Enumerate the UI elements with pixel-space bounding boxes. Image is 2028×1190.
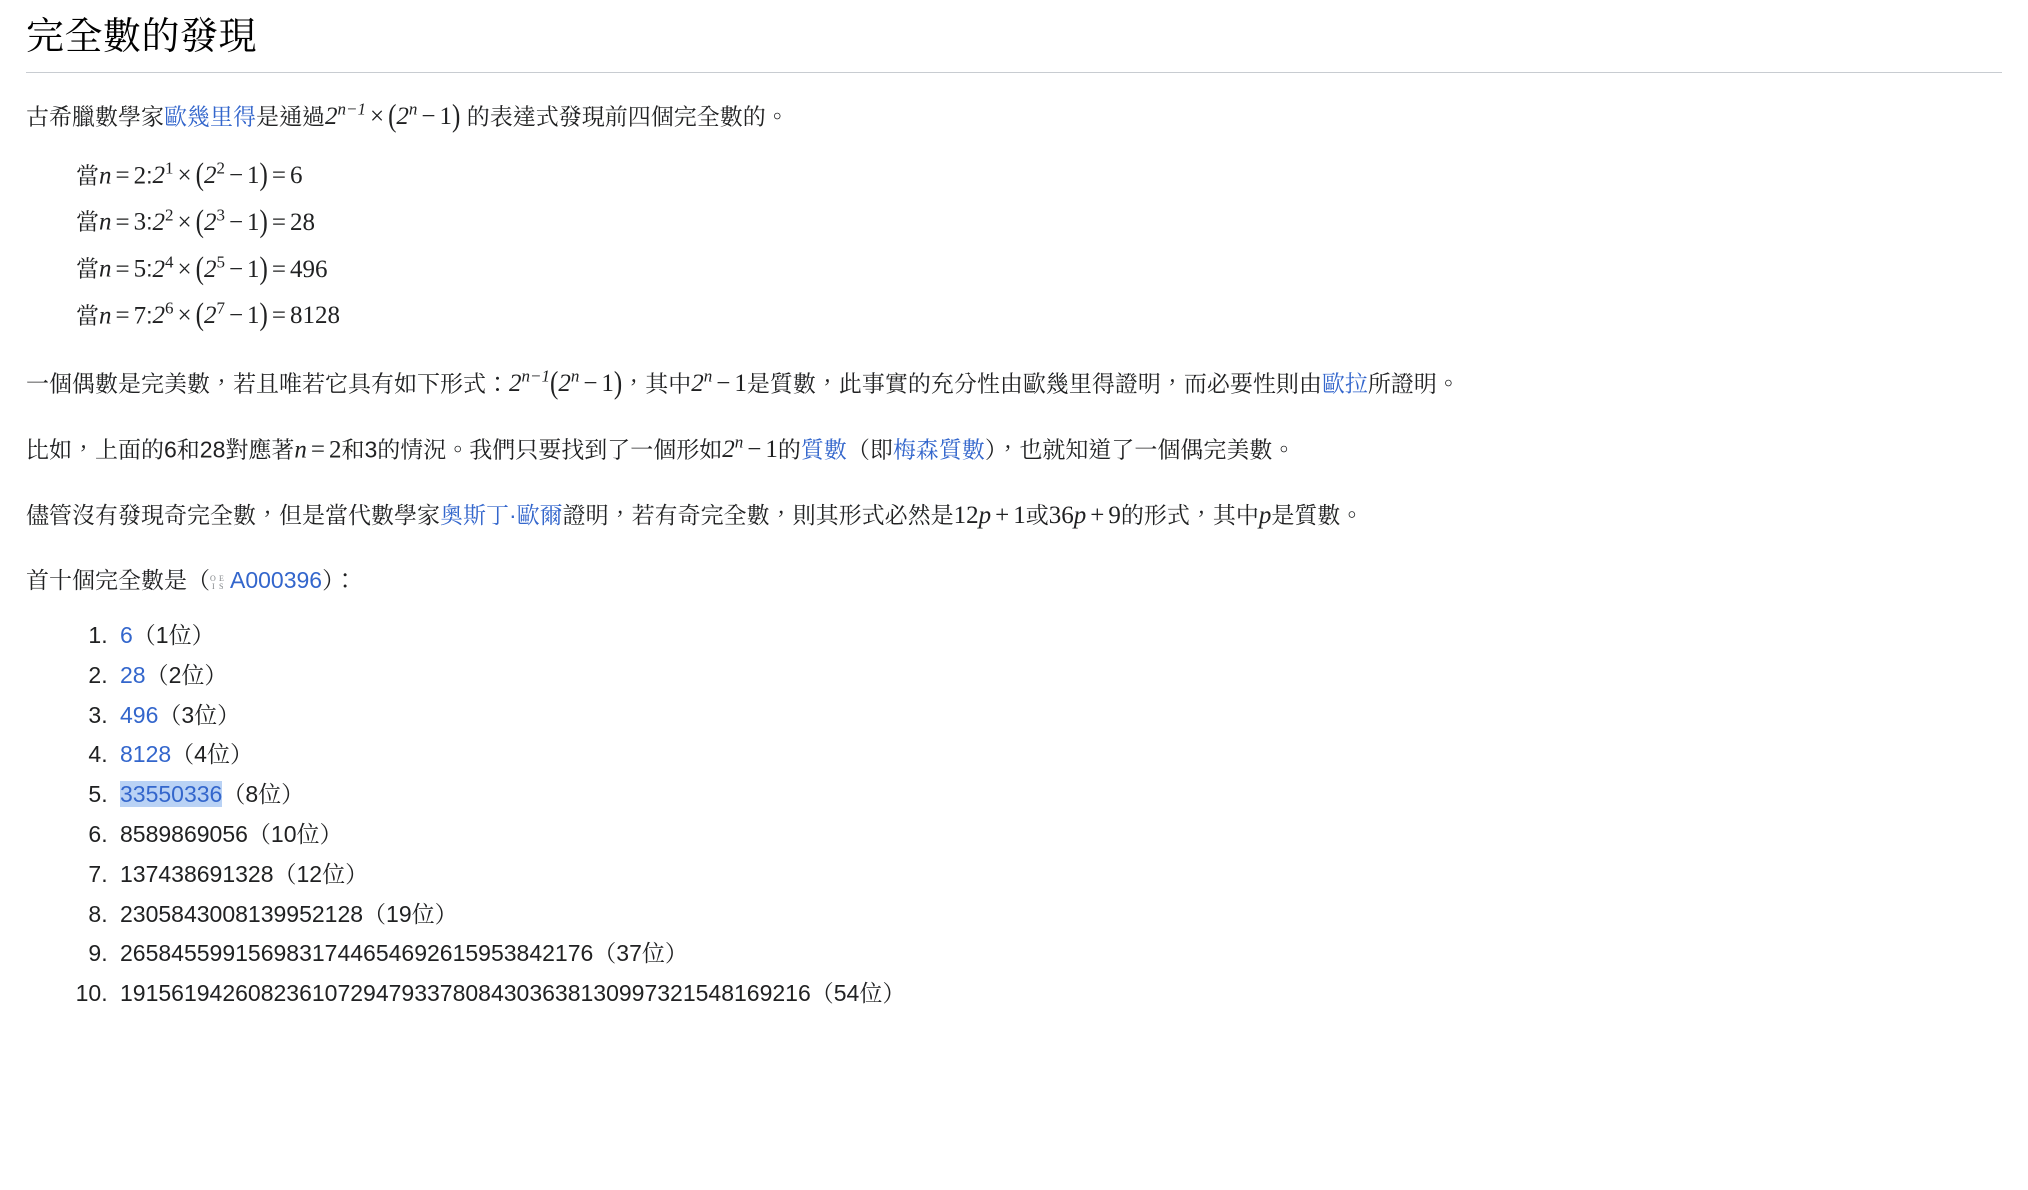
- odd-formula-2: 36p + 9: [1048, 502, 1121, 530]
- list-intro-text-2: ）：: [322, 566, 357, 593]
- equation-expression: $2^2 \times (2^3 - 1) = 28$: [152, 205, 315, 239]
- intro-text-tail: 的表達式發現前四個完全數的。: [460, 102, 789, 129]
- equation-value: 7: [133, 302, 147, 330]
- svg-text:I: I: [212, 581, 215, 591]
- equation-var: n: [99, 208, 112, 236]
- perfect-number-list: [26, 616, 2002, 1014]
- even-formula-2: $2^n - 1$: [691, 366, 747, 398]
- list-item: [114, 735, 2002, 775]
- svg-text:O: O: [210, 573, 216, 583]
- list-item: [114, 974, 2002, 1014]
- equation-value: 2: [133, 161, 147, 189]
- oeis-icon: [210, 563, 229, 591]
- odd-formula-3: p: [1258, 502, 1272, 530]
- odd-text-4: 的形式，其中: [1120, 502, 1259, 529]
- equation-var: n: [99, 302, 112, 330]
- list-item: [114, 815, 2002, 855]
- odd-text-5: 是質數。: [1271, 502, 1364, 529]
- list-item: [114, 656, 2002, 696]
- equation-value: 5: [133, 255, 147, 283]
- equation-expression: $2^1 \times (2^2 - 1) = 6$: [152, 158, 303, 193]
- list-item: [114, 696, 2002, 736]
- intro-paragraph: [26, 95, 2002, 139]
- example-text-2: 和3的情況。我們只要找到了一個形如: [341, 436, 723, 463]
- example-text-1: 比如，上面的6和28對應著: [26, 436, 295, 463]
- equation-row: 當$n = 7:2^6 \times (2^7 - 1) = 8128$: [76, 298, 340, 333]
- equation-when-label: 當: [76, 255, 99, 282]
- page-title: 完全數的發現: [26, 14, 2002, 73]
- odd-text-2: 證明，若有奇完全數，則其形式必然是: [562, 502, 954, 529]
- paragraph-odd-perfect: [26, 494, 2002, 538]
- perfect-number-digits: （19位）: [363, 900, 458, 927]
- example-formula-1: n = 2: [294, 436, 342, 464]
- equation-colon: :: [146, 255, 153, 282]
- paragraph-list-intro: [26, 560, 2002, 600]
- even-text-3: 是質數，此事實的充分性由歐幾里得證明，而必要性則由: [746, 370, 1322, 397]
- perfect-number-value-selected[interactable]: 33550336: [120, 781, 223, 808]
- even-formula-1: $2^{n-1}(2^n - 1)$: [509, 366, 623, 401]
- equation-value: 3: [133, 208, 147, 236]
- intro-formula: $2^{n-1} \times (2^n - 1)$: [325, 99, 461, 134]
- intro-text-before: 古希臘數學家: [26, 102, 164, 129]
- equation-when-label: 當: [76, 302, 99, 329]
- perfect-number-digits: （3位）: [158, 701, 241, 728]
- list-item: [114, 855, 2002, 895]
- perfect-number-digits: （4位）: [171, 741, 253, 768]
- example-text-5: ），也就知道了一個偶完美數。: [984, 436, 1296, 463]
- equation-when-label: 當: [76, 208, 99, 235]
- perfect-number-value[interactable]: 8128: [120, 741, 172, 768]
- link-prime-number[interactable]: 質數: [800, 436, 847, 463]
- intro-text-after: 是通過: [256, 102, 325, 129]
- example-formula-2: $2^n - 1$: [722, 432, 778, 464]
- perfect-number-digits: （12位）: [273, 860, 369, 887]
- svg-text:S: S: [219, 581, 224, 591]
- even-text-4: 所證明。: [1367, 370, 1460, 397]
- perfect-number-digits: （2位）: [145, 661, 228, 688]
- even-text-1: 一個偶數是完美數，若且唯若它具有如下形式：: [26, 370, 509, 397]
- list-item: [114, 775, 2002, 815]
- perfect-number-value: 137438691328: [120, 860, 274, 887]
- equation-expression: $2^4 \times (2^5 - 1) = 496$: [152, 252, 328, 286]
- perfect-number-value: 2658455991569831744654692615953842176: [120, 940, 594, 967]
- perfect-number-digits: （1位）: [132, 622, 215, 649]
- odd-text-3: 或: [1025, 502, 1049, 529]
- link-oeis-a000396[interactable]: A000396: [230, 566, 323, 593]
- perfect-number-digits: （54位）: [810, 980, 906, 1007]
- perfect-number-value: 2305843008139952128: [120, 900, 364, 927]
- equation-expression: $2^6 \times (2^7 - 1) = 8128$: [152, 298, 340, 333]
- example-text-4: （即: [846, 436, 893, 463]
- equation-row: 當$n = 2:2^1 \times (2^2 - 1) = 6$: [76, 158, 303, 193]
- example-text-3: 的: [777, 436, 801, 463]
- link-mersenne-prime[interactable]: 梅森質數: [892, 436, 985, 463]
- list-intro-text-1: 首十個完全數是（: [26, 566, 210, 593]
- perfect-number-digits: （37位）: [593, 940, 688, 967]
- equation-colon: :: [146, 161, 153, 188]
- perfect-number-digits: （10位）: [247, 820, 343, 847]
- equation-when-label: 當: [76, 161, 99, 188]
- equation-var: n: [99, 255, 112, 283]
- perfect-number-value: 8589869056: [120, 820, 248, 847]
- link-oystein-ore[interactable]: 奧斯丁·歐爾: [440, 502, 563, 529]
- perfect-number-value: 191561942608236107294793378084303638130997321548169216: [120, 980, 811, 1007]
- list-item: [114, 895, 2002, 935]
- equation-var: n: [99, 161, 112, 189]
- perfect-number-digits: （8位）: [222, 781, 305, 808]
- perfect-number-value[interactable]: 28: [120, 661, 146, 688]
- equation-row: 當$n = 3:2^2 \times (2^3 - 1) = 28$: [76, 205, 315, 239]
- link-euler[interactable]: 歐拉: [1321, 370, 1368, 397]
- even-text-2: ，其中: [622, 370, 692, 397]
- perfect-number-value[interactable]: 496: [120, 701, 159, 728]
- perfect-number-value[interactable]: 6: [120, 622, 133, 649]
- paragraph-example: [26, 428, 2002, 472]
- odd-text-1: 儘管沒有發現奇完全數，但是當代數學家: [26, 502, 440, 529]
- link-euclid[interactable]: 歐幾里得: [164, 102, 256, 129]
- list-item: [114, 616, 2002, 656]
- svg-text:E: E: [219, 573, 224, 583]
- equation-colon: :: [146, 208, 153, 235]
- equation-block: [26, 153, 2002, 340]
- equation-colon: :: [146, 302, 153, 329]
- odd-formula-1: 12p + 1: [953, 502, 1026, 530]
- list-item: [114, 934, 2002, 974]
- paragraph-even-perfect: [26, 362, 2002, 406]
- equation-row: 當$n = 5:2^4 \times (2^5 - 1) = 496$: [76, 252, 328, 286]
